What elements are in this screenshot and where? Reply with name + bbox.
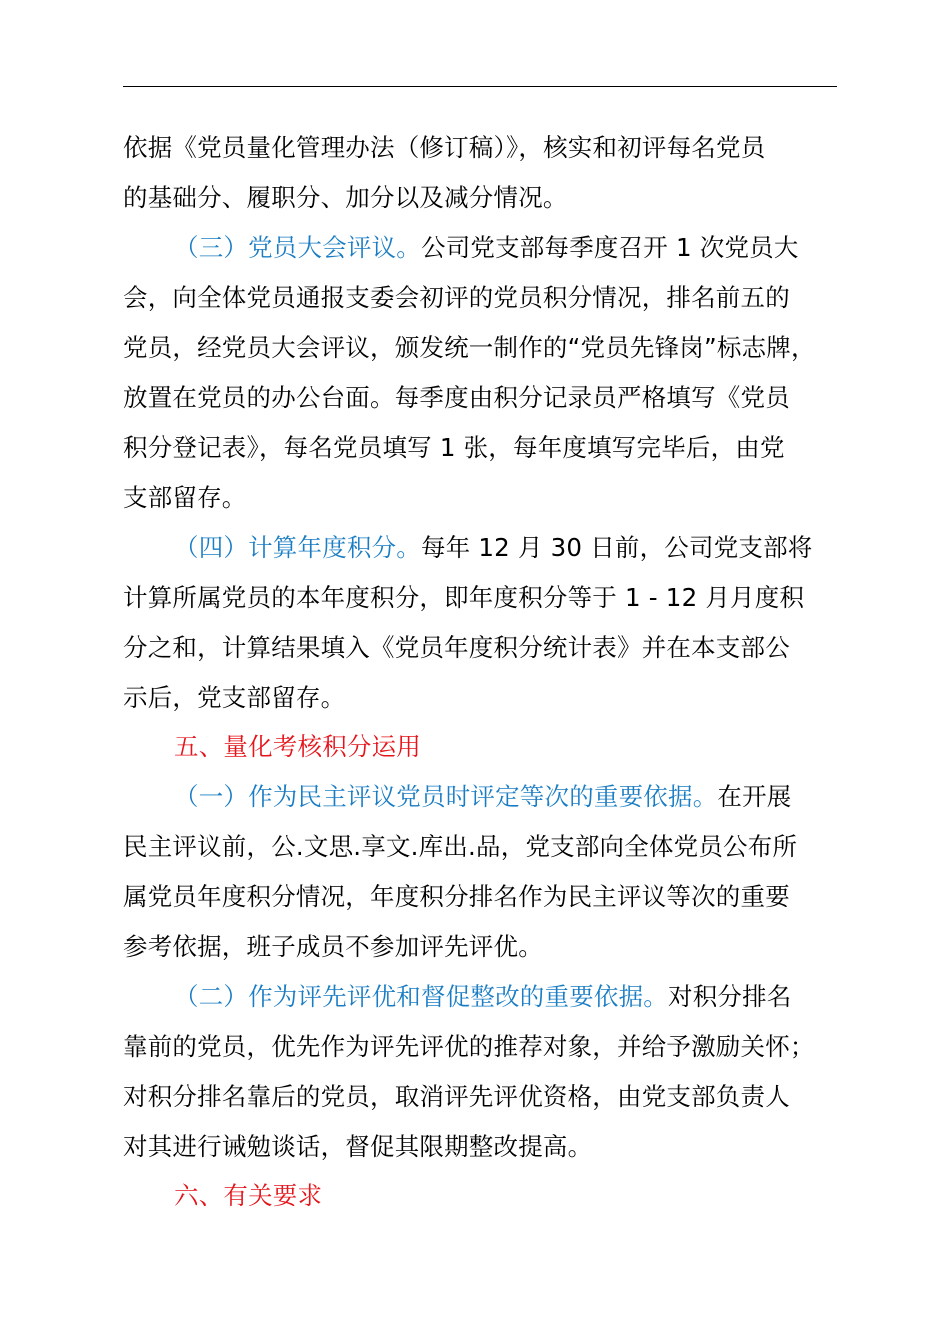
line-text: 会，向全体党员通报支委会初评的党员积分情况，排名前五的 — [123, 283, 790, 312]
line-text: 分之和，计算结果填入《党员年度积分统计表》并在本支部公 — [123, 633, 790, 662]
line-text: 在开展 — [717, 782, 792, 811]
body-line — [123, 682, 843, 714]
line-text: 参考依据，班子成员不参加评先评优。 — [123, 932, 543, 961]
line-text: 公司党支部每季度召开 1 次党员大 — [421, 233, 799, 262]
line-text: 支部留存。 — [123, 483, 247, 512]
body-line — [174, 232, 894, 264]
subheading-text: （三）党员大会评议。 — [174, 233, 421, 262]
line-text: 示后，党支部留存。 — [123, 683, 346, 712]
line-text: 的基础分、履职分、加分以及减分情况。 — [123, 183, 568, 212]
body-line — [123, 1081, 843, 1113]
subheading-text: （四）计算年度积分。 — [174, 533, 421, 562]
body-line — [123, 881, 843, 913]
line-text: 对其进行诫勉谈话，督促其限期整改提高。 — [123, 1132, 593, 1161]
body-line — [123, 482, 843, 514]
body-line — [174, 781, 894, 813]
section-heading: 五、量化考核积分运用 — [174, 732, 421, 761]
body-line — [123, 432, 843, 464]
body-line — [174, 532, 894, 564]
body-line — [123, 382, 843, 414]
line-text: 对积分排名 — [668, 982, 792, 1011]
subheading-text: （二）作为评先评优和督促整改的重要依据。 — [174, 982, 668, 1011]
body-line — [123, 182, 843, 214]
line-text: 计算所属党员的本年度积分，即年度积分等于 1 - 12 月月度积 — [123, 583, 805, 612]
line-text: 党员，经党员大会评议，颁发统一制作的“党员先锋岗”标志牌， — [123, 333, 816, 362]
section-heading: 六、有关要求 — [174, 1181, 323, 1210]
header-rule — [123, 86, 837, 87]
body-line — [174, 981, 894, 1013]
body-line — [123, 132, 843, 164]
body-line — [123, 282, 843, 314]
body-line — [123, 931, 843, 963]
body-line — [123, 831, 843, 863]
line-text: 属党员年度积分情况，年度积分排名作为民主评议等次的重要 — [123, 882, 790, 911]
line-text: 依据《党员量化管理办法（修订稿）》，核实和初评每名党员 — [123, 133, 766, 162]
line-text: 民主评议前，公.文思.享文.库出.品，党支部向全体党员公布所 — [123, 832, 798, 861]
line-text: 对积分排名靠后的党员，取消评先评优资格，由党支部负责人 — [123, 1082, 790, 1111]
body-line — [123, 632, 843, 664]
line-text: 每年 12 月 30 日前，公司党支部将 — [421, 533, 813, 562]
line-text: 靠前的党员，优先作为评先评优的推荐对象，并给予激励关怀； — [123, 1032, 815, 1061]
subheading-text: （一）作为民主评议党员时评定等次的重要依据。 — [174, 782, 718, 811]
line-text: 积分登记表》，每名党员填写 1 张，每年度填写完毕后，由党 — [123, 433, 785, 462]
body-line — [123, 1131, 843, 1163]
body-line — [123, 1031, 843, 1063]
body-line — [123, 332, 843, 364]
line-text: 放置在党员的办公台面。每季度由积分记录员严格填写《党员 — [123, 383, 790, 412]
body-line — [123, 582, 843, 614]
